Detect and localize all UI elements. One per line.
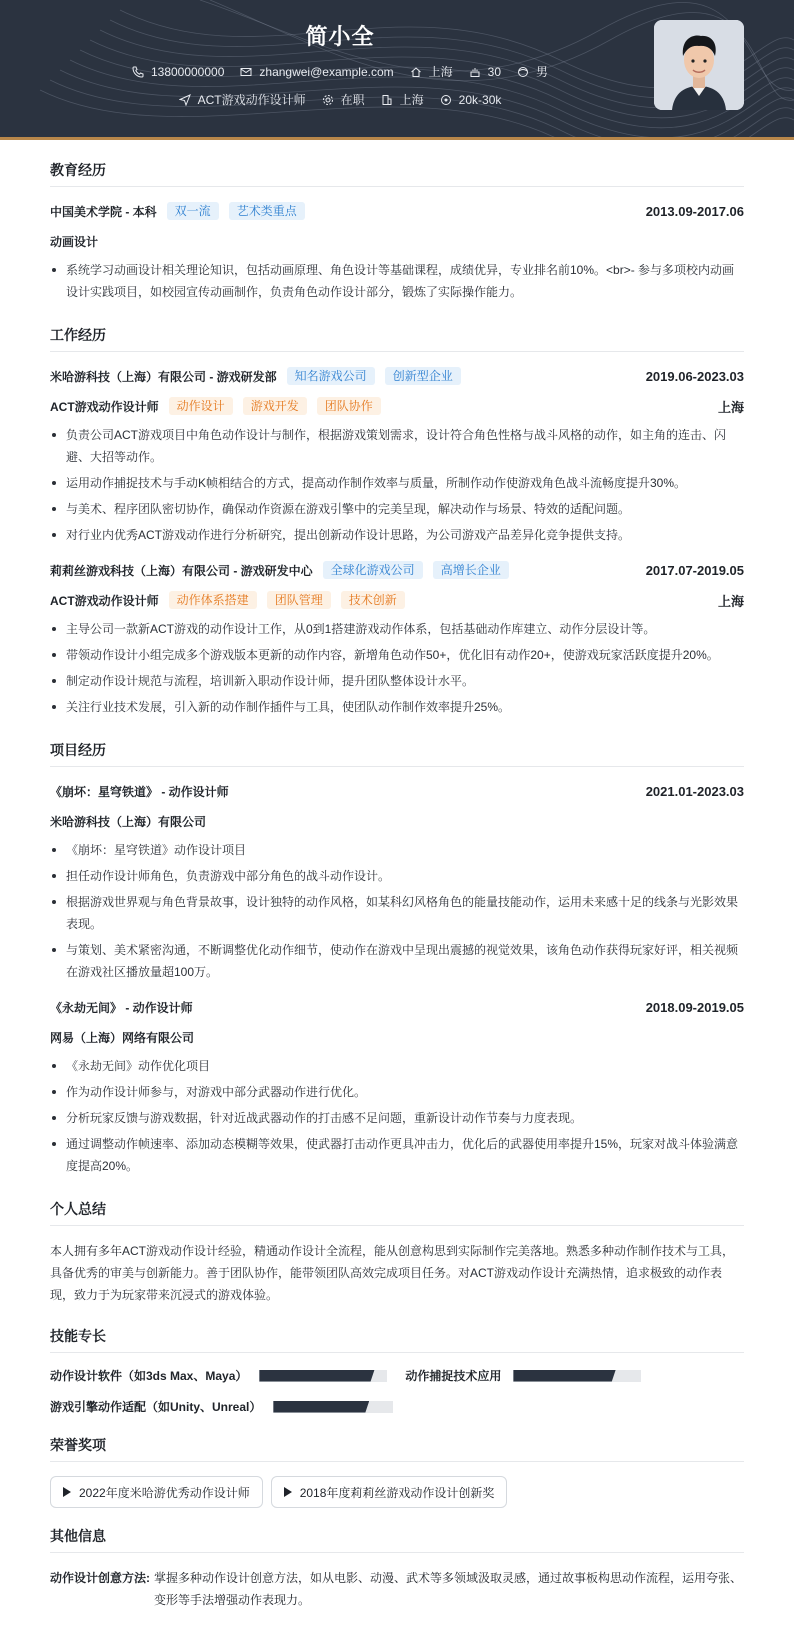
- send-icon: [179, 94, 191, 106]
- job-intent-row: [0, 91, 680, 108]
- other-section: [50, 1526, 744, 1611]
- section-title-projects: 项目经历: [50, 740, 744, 767]
- company-tag: 知名游戏公司: [287, 367, 375, 385]
- phone-item: [132, 63, 224, 80]
- list-item: 与美术、程序团队密切协作，确保动作资源在游戏引擎中的完美呈现，解决动作与场景、特效的适配问题。: [50, 498, 744, 520]
- contact-row: [0, 63, 680, 80]
- education-entry: [50, 201, 744, 303]
- project-entry: [50, 781, 744, 983]
- other-label: 动作设计创意方法:: [50, 1571, 150, 1585]
- skill-item: [50, 1367, 387, 1384]
- project-date: 2018.09-2019.05: [645, 999, 744, 1015]
- work-date: 2019.06-2023.03: [645, 368, 744, 384]
- school-name: 中国美术学院 - 本科: [50, 204, 157, 219]
- play-icon: [63, 1487, 71, 1497]
- resume-header: [0, 0, 794, 140]
- status-item: [322, 91, 365, 108]
- other-text: 掌握多种动作设计创意方法，如从电影、动漫、武术等多领域汲取灵感，通过故事板构思动作流程，运用夸张、变形等手法增强动作表现力。: [154, 1571, 743, 1607]
- skill-bar: [259, 1370, 387, 1382]
- skills-section: [50, 1326, 744, 1415]
- city-text: 上海: [428, 65, 453, 79]
- expected-city-text: 上海: [399, 93, 424, 107]
- list-item: 关注行业技术发展，引入新的动作制作插件与工具，使团队动作制作效率提升25%。: [50, 696, 744, 718]
- role-tag: 动作体系搭建: [169, 591, 257, 609]
- role-tag: 动作设计: [169, 397, 233, 415]
- skill-name: 动作捕捉技术应用: [405, 1369, 502, 1383]
- coin-icon: [440, 94, 452, 106]
- cake-icon: [469, 66, 481, 78]
- list-item: 负责公司ACT游戏项目中角色动作设计与制作，根据游戏策划需求，设计符合角色性格与战斗风格的动作，如主角的连击、闪避、大招等动作。: [50, 424, 744, 468]
- play-icon: [284, 1487, 292, 1497]
- project-entry: [50, 997, 744, 1177]
- role-tag: 团队管理: [267, 591, 331, 609]
- home-icon: [410, 66, 422, 78]
- summary-section: [50, 1199, 744, 1306]
- awards-section: [50, 1435, 744, 1508]
- age-text: 30: [487, 64, 502, 79]
- gender-text: 男: [536, 65, 549, 79]
- job-target-text: ACT游戏动作设计师: [197, 93, 306, 107]
- gender-item: [517, 63, 548, 80]
- school-tag: 艺术类重点: [229, 202, 305, 220]
- section-title-education: 教育经历: [50, 160, 744, 187]
- avatar-portrait: [654, 20, 744, 110]
- list-item: 系统学习动画设计相关理论知识，包括动画原理、角色设计等基础课程，成绩优异，专业排名前10%。<br>- 参与多项校内动画设计实践项目，如校园宣传动画制作，负责角色动作设计部分，锻炼了实际操作能力。: [50, 259, 744, 303]
- skill-item: [405, 1367, 641, 1384]
- salary-text: 20k-30k: [458, 92, 502, 107]
- education-date: 2013.09-2017.06: [645, 203, 744, 219]
- list-item: 带领动作设计小组完成多个游戏版本更新的动作内容，新增角色动作50+，优化旧有动作20+，使游戏玩家活跃度提升20%。: [50, 644, 744, 666]
- mail-icon: [240, 66, 252, 78]
- list-item: 主导公司一款新ACT游戏的动作设计工作，从0到1搭建游戏动作体系，包括基础动作库建立、动作分层设计等。: [50, 618, 744, 640]
- phone-icon: [132, 66, 144, 78]
- list-item: 《崩坏：星穹铁道》动作设计项目: [50, 839, 744, 861]
- skill-bar-fill: [259, 1370, 374, 1382]
- company-tag: 创新型企业: [385, 367, 461, 385]
- status-text: 在职: [340, 93, 365, 107]
- section-title-other: 其他信息: [50, 1526, 744, 1553]
- other-item: [50, 1567, 744, 1611]
- project-title: 《崩坏：星穹铁道》 - 动作设计师: [50, 784, 229, 799]
- list-item: 根据游戏世界观与角色背景故事，设计独特的动作风格，如某科幻风格角色的能量技能动作，运用未来感十足的线条与光影效果表现。: [50, 891, 744, 935]
- skill-item: [50, 1398, 393, 1415]
- work-location: 上海: [717, 399, 744, 415]
- skill-name: 游戏引擎动作适配（如Unity、Unreal）: [50, 1400, 262, 1414]
- work-section: [50, 325, 744, 718]
- role-tag: 技术创新: [341, 591, 405, 609]
- major-name: 动画设计: [50, 234, 99, 249]
- list-item: 运用动作捕捉技术与手动K帧相结合的方式，提高动作制作效率与质量，所制作动作使游戏角色战斗流畅度提升30%。: [50, 472, 744, 494]
- list-item: 分析玩家反馈与游戏数据，针对近战武器动作的打击感不足问题，重新设计动作节奏与力度表现。: [50, 1107, 744, 1129]
- skill-bar-fill: [273, 1401, 369, 1413]
- list-item: 与策划、美术紧密沟通，不断调整优化动作细节，使动作在游戏中呈现出震撼的视觉效果，该角色动作获得玩家好评，相关视频在游戏社区播放量超100万。: [50, 939, 744, 983]
- role-name: ACT游戏动作设计师: [50, 399, 159, 414]
- expected-city-item: [381, 91, 424, 108]
- work-entry: [50, 366, 744, 546]
- work-entry: [50, 560, 744, 718]
- award-item: [271, 1476, 508, 1508]
- award-text: 2018年度莉莉丝游戏动作设计创新奖: [299, 1485, 495, 1500]
- list-item: 《永劫无间》动作优化项目: [50, 1055, 744, 1077]
- projects-section: [50, 740, 744, 1177]
- award-item: [50, 1476, 263, 1508]
- list-item: 制定动作设计规范与流程，培训新入职动作设计师，提升团队整体设计水平。: [50, 670, 744, 692]
- company-tag: 高增长企业: [433, 561, 509, 579]
- email-item: [240, 63, 393, 80]
- phone-text: 13800000000: [150, 64, 225, 79]
- work-location: 上海: [717, 593, 744, 609]
- email-text: zhangwei@example.com: [259, 64, 394, 79]
- avatar: [654, 20, 744, 110]
- company-name: 莉莉丝游戏科技（上海）有限公司 - 游戏研发中心: [50, 563, 313, 578]
- gear-icon: [322, 94, 334, 106]
- school-tag: 双一流: [167, 202, 219, 220]
- award-text: 2022年度米哈游优秀动作设计师: [79, 1485, 250, 1500]
- education-section: [50, 160, 744, 303]
- section-title-work: 工作经历: [50, 325, 744, 352]
- project-title: 《永劫无间》 - 动作设计师: [50, 1000, 193, 1015]
- building-icon: [381, 94, 393, 106]
- skill-bar: [273, 1401, 393, 1413]
- role-tag: 团队协作: [317, 397, 381, 415]
- list-item: 通过调整动作帧速率、添加动态模糊等效果，使武器打击动作更具冲击力，优化后的武器使用率提升15%，玩家对战斗体验满意度提高20%。: [50, 1133, 744, 1177]
- section-title-summary: 个人总结: [50, 1199, 744, 1226]
- skill-bar-fill: [513, 1370, 615, 1382]
- company-name: 米哈游科技（上海）有限公司 - 游戏研发部: [50, 369, 277, 384]
- list-item: 担任动作设计师角色，负责游戏中部分角色的战斗动作设计。: [50, 865, 744, 887]
- role-tag: 游戏开发: [243, 397, 307, 415]
- section-title-skills: 技能专长: [50, 1326, 744, 1353]
- list-item: 对行业内优秀ACT游戏动作进行分析研究，提出创新动作设计思路，为公司游戏产品差异化竞争提供支持。: [50, 524, 744, 546]
- gender-icon: [517, 66, 529, 78]
- summary-text: 本人拥有多年ACT游戏动作设计经验，精通动作设计全流程，能从创意构思到实际制作完美落地。熟悉多种动作制作技术与工具，具备优秀的审美与创新能力。善于团队协作，能带领团队高效完成项目任务。对ACT游戏动作设计充满热情，追求极致的动作表现，致力于为玩家带来沉浸式的游戏体验。: [50, 1244, 735, 1302]
- candidate-name: 简小全: [305, 24, 375, 49]
- project-date: 2021.01-2023.03: [645, 783, 744, 799]
- role-name: ACT游戏动作设计师: [50, 593, 159, 608]
- age-item: [469, 63, 501, 80]
- project-company: 网易（上海）网络有限公司: [50, 1030, 195, 1045]
- project-company: 米哈游科技（上海）有限公司: [50, 814, 207, 829]
- skill-name: 动作设计软件（如3ds Max、Maya）: [50, 1369, 248, 1383]
- salary-item: [440, 91, 502, 108]
- job-target-item: [179, 91, 306, 108]
- list-item: 作为动作设计师参与，对游戏中部分武器动作进行优化。: [50, 1081, 744, 1103]
- company-tag: 全球化游戏公司: [323, 561, 423, 579]
- city-item: [410, 63, 453, 80]
- section-title-awards: 荣誉奖项: [50, 1435, 744, 1462]
- work-date: 2017.07-2019.05: [645, 562, 744, 578]
- skill-bar: [513, 1370, 641, 1382]
